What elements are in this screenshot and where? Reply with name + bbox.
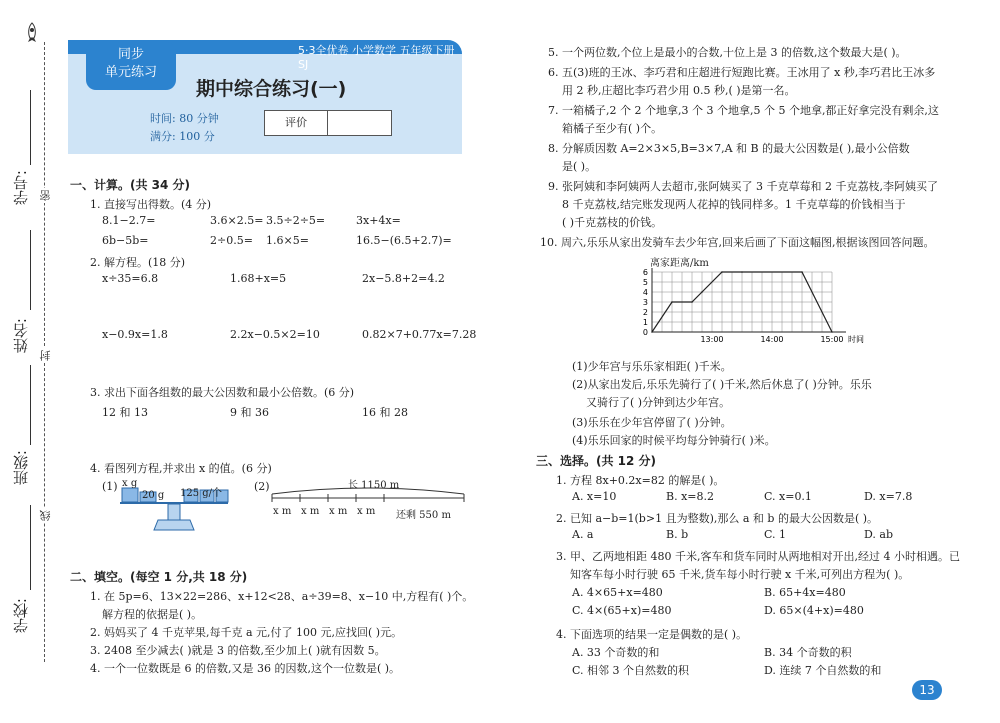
y-tick-label: 0 [642, 328, 648, 337]
name-line[interactable] [30, 230, 31, 310]
page-number: 13 [912, 680, 942, 700]
calc-item: 3x+4x= [356, 214, 401, 227]
segment-label: x m [357, 506, 376, 517]
x-tick-label: 14:00 [760, 335, 784, 344]
calc-item: 3.5÷2÷5= [266, 214, 326, 227]
weight-block [122, 488, 138, 502]
series-point [701, 291, 703, 293]
class-line[interactable] [30, 365, 31, 445]
equation-item: x−0.9x=1.8 [102, 328, 168, 341]
stand [168, 504, 180, 520]
series-point [801, 271, 803, 273]
calc-item: 6b−5b= [102, 234, 149, 247]
choice-option[interactable]: B. x=8.2 [666, 490, 714, 503]
fill-question: 2. 妈妈买了 4 千克苹果,每千克 a 元,付了 100 元,应找回( )元。 [90, 626, 403, 639]
score-info: 满分: 100 分 [150, 130, 215, 143]
number-pair: 12 和 13 [102, 406, 148, 419]
fill-question: 3. 2408 至少减去( )就是 3 的倍数,至少加上( )就有因数 5。 [90, 644, 386, 657]
y-tick-label: 3 [642, 298, 648, 307]
school-line[interactable] [30, 505, 31, 590]
equation-item: 2.2x−0.5×2=10 [230, 328, 320, 341]
class-label: 班级: [12, 450, 30, 486]
choice-option[interactable]: C. 1 [764, 528, 787, 541]
evaluation-field[interactable] [328, 111, 390, 135]
y-tick-label: 6 [642, 268, 648, 277]
badge-line: 同步 [117, 47, 144, 62]
choice-question: 1. 方程 8x+0.2x=82 的解是( )。 [556, 474, 725, 487]
question-head: 2. 解方程。(18 分) [90, 256, 186, 269]
series-point [691, 301, 693, 303]
weight-label: 20 g [142, 490, 165, 501]
calc-item: 3.6×2.5= [210, 214, 264, 227]
series-point [651, 331, 653, 333]
series-info: 5·3全优卷 小学数学 五年级下册 SJ [298, 44, 455, 71]
weight-label: x g [122, 478, 138, 489]
chart-ylabel: 离家距离/km [650, 258, 709, 269]
segment-label: x m [273, 506, 292, 517]
section-heading: 二、填空。(每空 1 分,共 18 分) [70, 570, 248, 584]
fill-question: 4. 一个一位数既是 6 的倍数,又是 36 的因数,这个一位数是( )。 [90, 662, 401, 675]
equation-item: 0.82×7+0.77x=7.28 [362, 328, 477, 341]
figure-label: (2) [254, 480, 270, 493]
sub-question: (4)乐乐回家的时候平均每分钟骑行( )米。 [572, 434, 776, 447]
calc-item: 16.5−(6.5+2.7)= [356, 234, 452, 247]
choice-option[interactable]: A. x=10 [572, 490, 617, 503]
y-tick-label: 5 [642, 278, 648, 287]
fill-question: 7. 一箱橘子,2 个 2 个地拿,3 个 3 个地拿,5 个 5 个地拿,都正好拿完没有剩余,这 [548, 104, 939, 117]
choice-option[interactable]: D. x=7.8 [864, 490, 913, 503]
sub-question: 又骑行了( )分钟到达少年宫。 [586, 396, 731, 409]
base [154, 520, 194, 530]
cut-mark: 线 [39, 510, 52, 521]
equation-item: 1.68+x=5 [230, 272, 287, 285]
y-tick-label: 1 [642, 318, 648, 327]
choice-option[interactable]: B. 65+4x=480 [764, 586, 846, 599]
sub-question: (2)从家出发后,乐乐先骑行了( )千米,然后休息了( )分钟。乐乐 [572, 378, 872, 391]
x-axis-label: 时间 [848, 335, 864, 344]
fill-question: 10. 周六,乐乐从家出发骑车去少年宫,回来后画了下面这幅图,根据该图回答问题。 [540, 236, 935, 249]
school-label: 学校: [12, 598, 30, 634]
x-tick-label: 13:00 [700, 335, 724, 344]
student-id-line[interactable] [30, 90, 31, 165]
weight-label: 125 g/个 [180, 488, 223, 499]
question-head: 4. 看图列方程,并求出 x 的值。(6 分) [90, 462, 272, 475]
figure-label: (1) [102, 480, 118, 493]
rocket-icon [24, 22, 40, 44]
fill-question: 5. 一个两位数,个位上是最小的合数,十位上是 3 的倍数,这个数最大是( )。 [548, 46, 907, 59]
question-head: 1. 直接写出得数。(4 分) [90, 198, 212, 211]
choice-option[interactable]: C. 相邻 3 个自然数的积 [572, 664, 690, 677]
section-heading: 一、计算。(共 34 分) [70, 178, 191, 192]
fill-question: 6. 五(3)班的王冰、李巧君和庄超进行短跑比赛。王冰用了 x 秒,李巧君比王冰多 [548, 66, 936, 79]
choice-option[interactable]: B. 34 个奇数的积 [764, 646, 852, 659]
fill-question: 8 千克荔枝,结完账发现两人花掉的钱同样多。1 千克草莓的价钱相当于 [562, 198, 906, 211]
badge-line: 单元练习 [104, 65, 157, 80]
segment-label: x m [301, 506, 320, 517]
fill-question: ( )千克荔枝的价钱。 [562, 216, 663, 229]
segment-label: x m [329, 506, 348, 517]
cut-mark: 密 [39, 190, 52, 201]
page-title: 期中综合练习(一) [196, 78, 347, 100]
calc-item: 8.1−2.7= [102, 214, 156, 227]
remaining-label: 还剩 550 m [396, 510, 451, 521]
calc-item: 1.6×5= [266, 234, 309, 247]
choice-option[interactable]: B. b [666, 528, 689, 541]
student-id-label: 学号: [12, 170, 30, 206]
series-point [831, 331, 833, 333]
x-tick-label: 15:00 [820, 335, 844, 344]
y-tick-label: 2 [642, 308, 648, 317]
fill-question: 解方程的依据是( )。 [102, 608, 203, 621]
choice-question: 3. 甲、乙两地相距 480 千米,客车和货车同时从两地相对开出,经过 4 小时相遇。已 [556, 550, 960, 563]
equation-item: x÷35=6.8 [102, 272, 159, 285]
choice-option[interactable]: D. ab [864, 528, 894, 541]
choice-option[interactable]: A. 4×65+x=480 [572, 586, 663, 599]
y-tick-label: 4 [642, 288, 648, 297]
fill-question: 箱橘子至少有( )个。 [562, 122, 663, 135]
section-heading: 三、选择。(共 12 分) [536, 454, 657, 468]
choice-option[interactable]: C. x=0.1 [764, 490, 812, 503]
fill-question: 1. 在 5p=6、13×22=286、x+12<28、a÷39=8、x−10 中,方程有( )个。 [90, 590, 474, 603]
equation-item: 2x−5.8+2=4.2 [362, 272, 445, 285]
series-point [671, 301, 673, 303]
series-point [721, 271, 723, 273]
sub-question: (1)少年宫与乐乐家相距( )千米。 [572, 360, 732, 373]
name-label: 姓名: [12, 318, 30, 354]
fill-question: 用 2 秒,庄超比李巧君少用 0.5 秒,( )是第一名。 [562, 84, 796, 97]
fill-question: 8. 分解质因数 A=2×3×5,B=3×7,A 和 B 的最大公因数是( ),最小公倍数 [548, 142, 910, 155]
choice-option[interactable]: A. 33 个奇数的和 [572, 646, 660, 659]
time-info: 时间: 80 分钟 [150, 112, 219, 125]
exam-header [68, 40, 462, 154]
choice-option[interactable]: C. 4×(65+x)=480 [572, 604, 672, 617]
cut-mark: 封 [39, 350, 52, 361]
choice-option[interactable]: D. 65×(4+x)=480 [764, 604, 864, 617]
choice-option[interactable]: D. 连续 7 个自然数的和 [764, 664, 882, 677]
choice-question: 4. 下面选项的结果一定是偶数的是( )。 [556, 628, 748, 641]
sub-question: (3)乐乐在少年宫停留了( )分钟。 [572, 416, 732, 429]
evaluation-box [264, 110, 392, 136]
choice-question: 知客车每小时行驶 65 千米,货车每小时行驶 x 千米,可列出方程为( )。 [570, 568, 910, 581]
calc-item: 2÷0.5= [210, 234, 253, 247]
choice-question: 2. 已知 a−b=1(b>1 且为整数),那么 a 和 b 的最大公因数是( )。 [556, 512, 879, 525]
section-badge [86, 42, 176, 90]
distance-time-chart [640, 266, 880, 356]
question-head: 3. 求出下面各组数的最大公因数和最小公倍数。(6 分) [90, 386, 355, 399]
fill-question: 是( )。 [562, 160, 597, 173]
series-point [741, 271, 743, 273]
number-pair: 9 和 36 [230, 406, 269, 419]
choice-option[interactable]: A. a [572, 528, 594, 541]
total-length-label: 长 1150 m [348, 480, 400, 491]
number-pair: 16 和 28 [362, 406, 408, 419]
fill-question: 9. 张阿姨和李阿姨两人去超市,张阿姨买了 3 千克草莓和 2 千克荔枝,李阿姨买了 [548, 180, 938, 193]
evaluation-label: 评价 [265, 111, 328, 135]
